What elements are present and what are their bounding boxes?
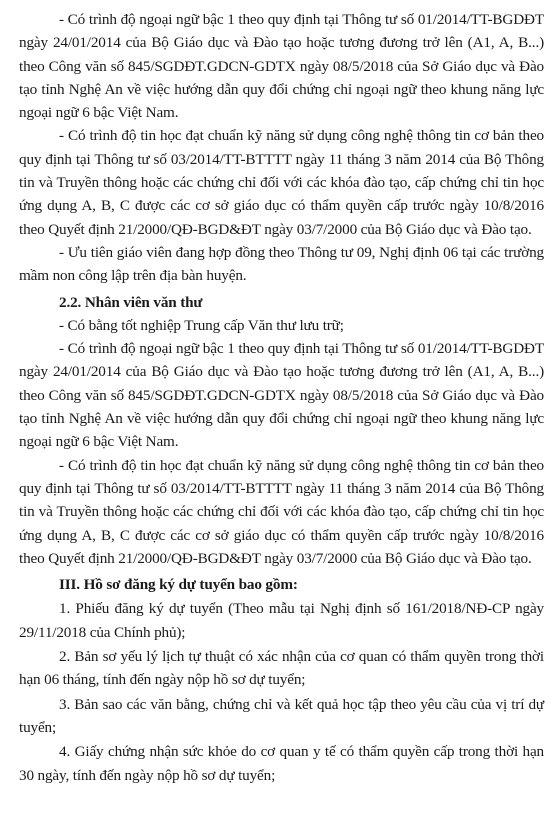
paragraph-foreign-language-clerk: - Có trình độ ngoại ngữ bậc 1 theo quy định tại Thông tư số 01/2014/TT-BGDĐT ngày 24/01/2014 của Bộ Giáo dục và Đào tạo hoặc tương đương trở lên (A1, A, B...) theo Công văn số 845/SGDĐT.GDCN-GDTX ngày 08/5/2018 của Sở Giáo dục và Đào tạo tỉnh Nghệ An về việc hướng dẫn quy đổi chứng chỉ ngoại ngữ theo khung năng lực ngoại ngữ 6 bậc Việt Nam. <box>19 340 544 451</box>
paragraph-it-skills-clerk: - Có trình độ tin học đạt chuẩn kỹ năng sử dụng công nghệ thông tin cơ bản theo quy định tại Thông tư số 03/2014/TT-BTTTT ngày 11 tháng 3 năm 2014 của Bộ Thông tin và Truyền thông hoặc các chứng chỉ đối với các khóa đào tạo, cấp chứng chỉ tin học ứng dụng A, B, C được các cơ sở giáo dục có thẩm quyền cấp trước ngày 10/8/2016 theo Quyết định 21/2000/QĐ-BGD&ĐT ngày 03/7/2000 của Bộ Giáo dục và Đào tạo. <box>19 456 544 567</box>
list-item-diploma-copies: 3. Bản sao các văn bằng, chứng chỉ và kết quả học tập theo yêu cầu của vị trí dự tuyển; <box>19 695 544 736</box>
list-item-health-certificate: 4. Giấy chứng nhận sức khỏe do cơ quan y tế có thẩm quyền cấp trong thời hạn 30 ngày, tính đến ngày nộp hồ sơ dự tuyển; <box>19 743 544 784</box>
section-heading-application-dossier: III. Hồ sơ đăng ký dự tuyển bao gồm: <box>59 576 298 594</box>
list-item-curriculum-vitae: 2. Bản sơ yếu lý lịch tự thuật có xác nhận của cơ quan có thẩm quyền trong thời hạn 06 tháng, tính đến ngày nộp hồ sơ dự tuyển; <box>19 648 544 689</box>
paragraph-clerk-diploma: - Có bằng tốt nghiệp Trung cấp Văn thư lưu trữ; <box>59 316 344 334</box>
list-item-registration-form: 1. Phiếu đăng ký dự tuyển (Theo mẫu tại Nghị định số 161/2018/NĐ-CP ngày 29/11/2018 của Chính phủ); <box>19 600 544 641</box>
paragraph-foreign-language-kindergarten: - Có trình độ ngoại ngữ bậc 1 theo quy định tại Thông tư số 01/2014/TT-BGDĐT ngày 24/01/2014 của Bộ Giáo dục và Đào tạo hoặc tương đương trở lên (A1, A, B...) theo Công văn số 845/SGDĐT.GDCN-GDTX ngày 08/5/2018 của Sở Giáo dục và Đào tạo tỉnh Nghệ An về việc hướng dẫn quy đổi chứng chỉ ngoại ngữ theo khung năng lực ngoại ngữ 6 bậc Việt Nam. <box>19 11 544 122</box>
paragraph-it-skills-kindergarten: - Có trình độ tin học đạt chuẩn kỹ năng sử dụng công nghệ thông tin cơ bản theo quy định tại Thông tư số 03/2014/TT-BTTTT ngày 11 tháng 3 năm 2014 của Bộ Thông tin và Truyền thông hoặc các chứng chỉ đối với các khóa đào tạo, cấp chứng chỉ tin học ứng dụng A, B, C được các cơ sở giáo dục có thẩm quyền cấp trước ngày 10/8/2016 theo Quyết định 21/2000/QĐ-BGD&ĐT ngày 03/7/2000 của Bộ Giáo dục và Đào tạo. <box>19 127 544 238</box>
paragraph-priority-contract-teachers: - Ưu tiên giáo viên đang hợp đồng theo Thông tư 09, Nghị định 06 tại các trường mầm non công lập trên địa bàn huyện. <box>19 243 544 285</box>
section-heading-clerk: 2.2. Nhân viên văn thư <box>59 293 203 311</box>
